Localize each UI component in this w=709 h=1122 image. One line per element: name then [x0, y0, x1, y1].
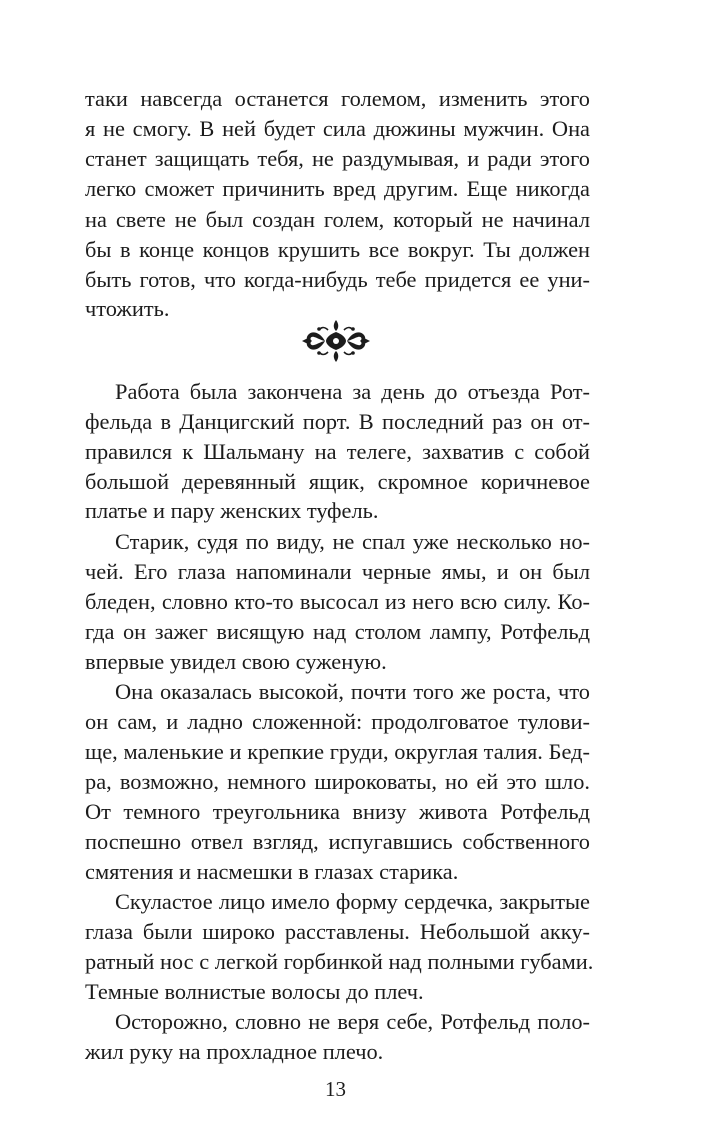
text-line: он сам, и ладно сложенной: продолговатое тулови- — [85, 709, 590, 734]
text-line: Скуластое лицо имело форму сердечка, закрытые — [115, 889, 590, 914]
text-line: бы в конце концов крушить все вокруг. Ты должен — [85, 237, 590, 262]
text-line: чтожить. — [85, 296, 170, 321]
text-line: ратный нос с легкой горбинкой над полными губами. — [85, 949, 594, 974]
text-line: чей. Его глаза напоминали черные ямы, и он был — [85, 559, 590, 584]
page-number: 13 — [325, 1077, 346, 1101]
text-line: легко сможет причинить вред другим. Еще никогда — [85, 176, 590, 201]
text-line: От темного треугольника внизу живота Ротфельд — [85, 799, 590, 824]
text-line: ще, маленькие и крепкие груди, округлая талия. Бед- — [85, 739, 590, 764]
text-line: большой деревянный ящик, скромное коричневое — [85, 469, 590, 494]
text-line: таки навсегда останется големом, изменить этого — [85, 86, 590, 111]
fleuron-ornament-icon — [300, 318, 372, 364]
text-line: фельда в Данцигский порт. В последний раз он от- — [85, 409, 590, 434]
text-line: смятения и насмешки в глазах старика. — [85, 859, 459, 884]
text-line: бледен, словно кто-то высосал из него всю силу. Ко- — [85, 589, 590, 614]
text-line: Темные волнистые волосы до плеч. — [85, 979, 424, 1004]
text-line: гда он зажег висящую над столом лампу, Ротфельд — [85, 619, 590, 644]
text-line: поспешно отвел взгляд, испугавшись собственного — [85, 829, 590, 854]
text-line: станет защищать тебя, не раздумывая, и ради этого — [85, 146, 590, 171]
text-line: на свете не был создан голем, который не начинал — [85, 207, 590, 232]
text-line: я не смогу. В ней будет сила дюжины мужчин. Она — [85, 116, 590, 141]
text-line: Осторожно, словно не веря себе, Ротфельд поло- — [115, 1009, 590, 1034]
text-line: впервые увидел свою суженую. — [85, 649, 387, 674]
text-line: Старик, судя по виду, не спал уже несколько но- — [115, 529, 590, 554]
text-line: глаза были широко расставлены. Небольшой акку- — [85, 919, 590, 944]
text-line: платье и пару женских туфель. — [85, 498, 379, 523]
text-line: Работа была закончена за день до отъезда Рот- — [115, 379, 590, 404]
text-line: правился к Шальману на телеге, захватив с собой — [85, 439, 590, 464]
text-line: быть готов, что когда-нибудь тебе придется ее уни- — [85, 267, 590, 292]
text-line: ра, возможно, немного широковаты, но ей это шло. — [85, 769, 590, 794]
text-line: Она оказалась высокой, почти того же роста, что — [115, 679, 590, 704]
text-line: жил руку на прохладное плечо. — [85, 1039, 384, 1064]
